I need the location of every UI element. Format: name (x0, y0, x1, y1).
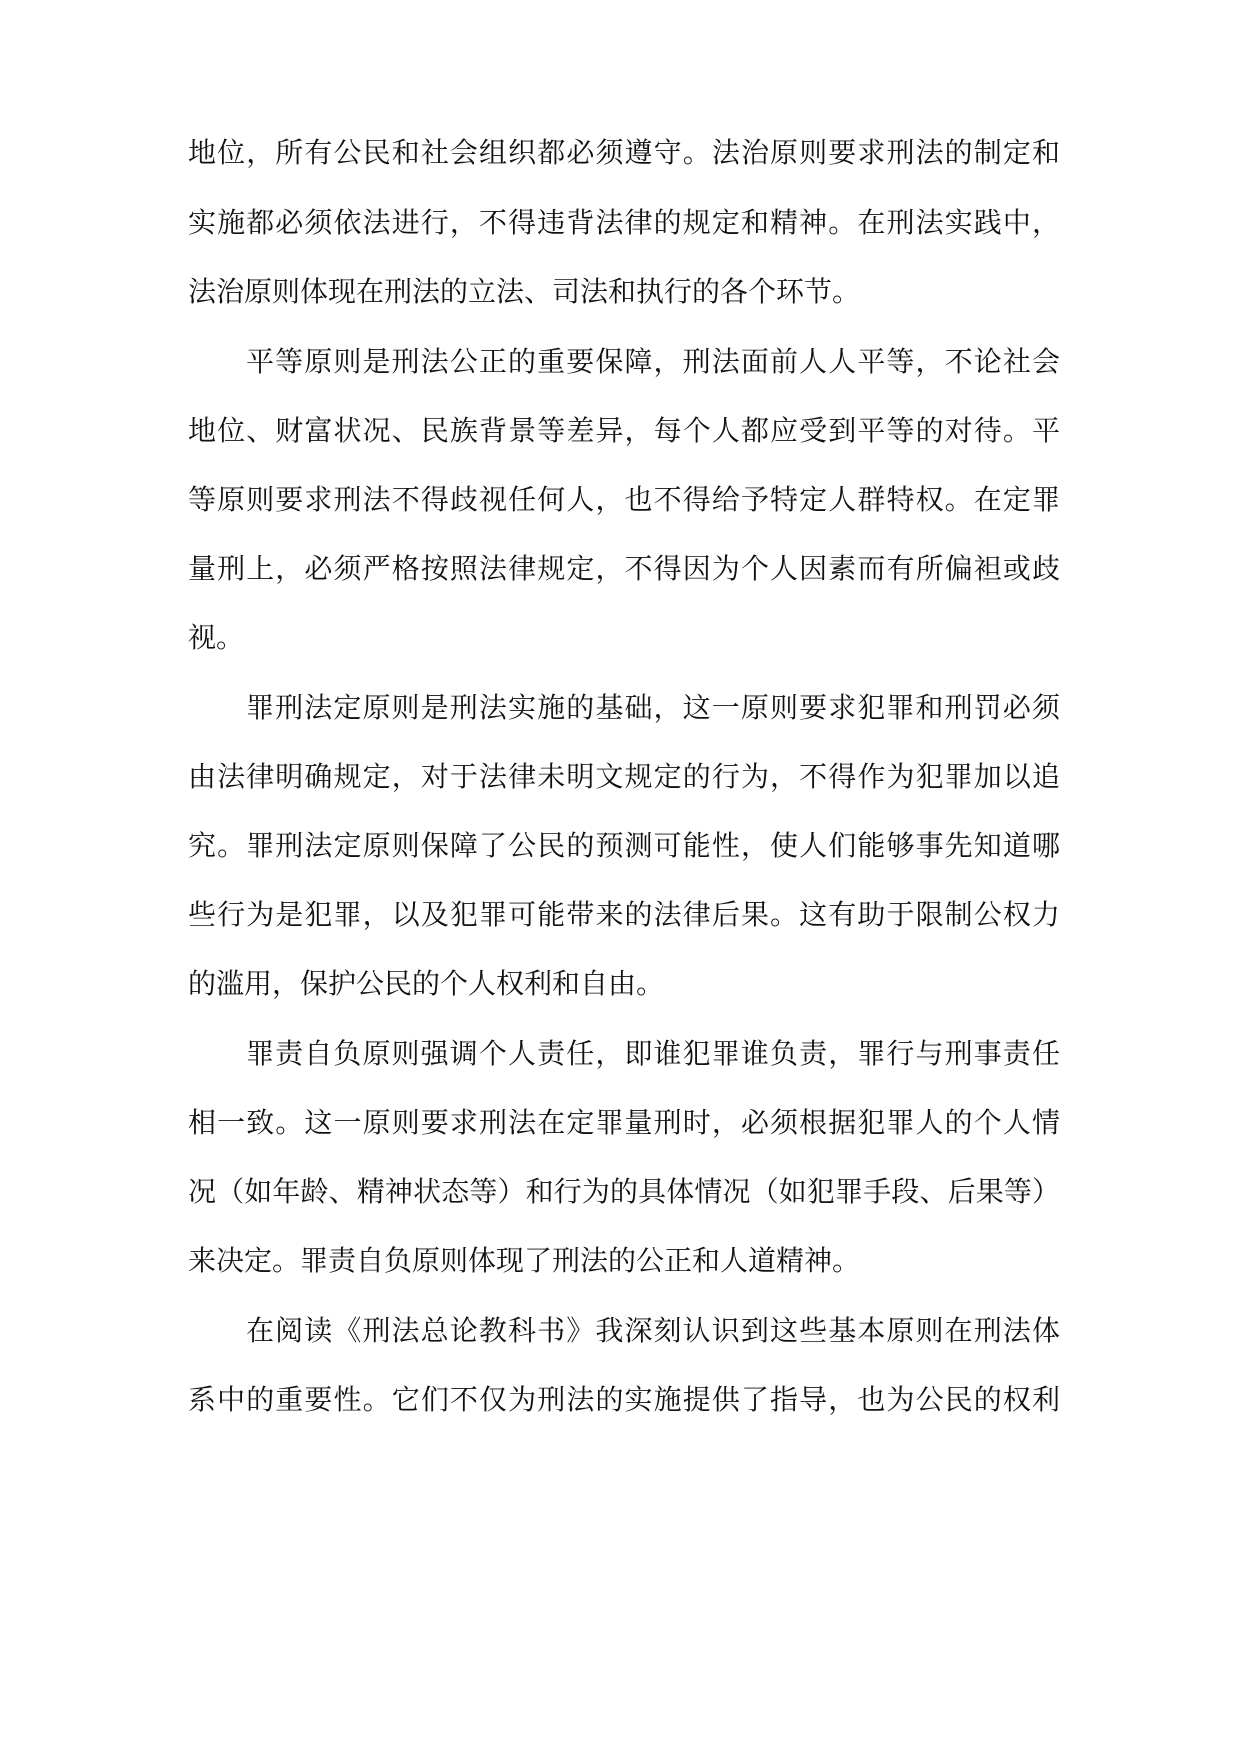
text-line: 系中的重要性。它们不仅为刑法的实施提供了指导，也为公民的权利 (188, 1383, 1060, 1416)
text-line: 究。罪刑法定原则保障了公民的预测可能性，使人们能够事先知道哪 (188, 829, 1060, 862)
text-line: 量刑上，必须严格按照法律规定，不得因为个人因素而有所偏袒或歧 (188, 552, 1060, 585)
text-line: 些行为是犯罪，以及犯罪可能带来的法律后果。这有助于限制公权力 (188, 898, 1060, 931)
text-line: 况（如年龄、精神状态等）和行为的具体情况（如犯罪手段、后果等） (188, 1175, 1060, 1208)
text-line: 平等原则是刑法公正的重要保障，刑法面前人人平等，不论社会 (246, 345, 1060, 378)
text-line: 来决定。罪责自负原则体现了刑法的公正和人道精神。 (188, 1244, 861, 1277)
text-line: 法治原则体现在刑法的立法、司法和执行的各个环节。 (188, 275, 861, 308)
text-line: 罪刑法定原则是刑法实施的基础，这一原则要求犯罪和刑罚必须 (246, 691, 1060, 724)
text-line: 实施都必须依法进行，不得违背法律的规定和精神。在刑法实践中， (188, 206, 1060, 239)
text-line: 的滥用，保护公民的个人权利和自由。 (188, 967, 665, 1000)
text-line: 地位，所有公民和社会组织都必须遵守。法治原则要求刑法的制定和 (188, 136, 1060, 169)
text-line: 视。 (188, 621, 245, 654)
text-line: 地位、财富状况、民族背景等差异，每个人都应受到平等的对待。平 (188, 414, 1060, 447)
text-line: 在阅读《刑法总论教科书》我深刻认识到这些基本原则在刑法体 (246, 1314, 1060, 1347)
text-line: 等原则要求刑法不得歧视任何人，也不得给予特定人群特权。在定罪 (188, 483, 1060, 516)
text-line: 相一致。这一原则要求刑法在定罪量刑时，必须根据犯罪人的个人情 (188, 1106, 1060, 1139)
text-line: 罪责自负原则强调个人责任，即谁犯罪谁负责，罪行与刑事责任 (246, 1037, 1060, 1070)
text-line: 由法律明确规定，对于法律未明文规定的行为，不得作为犯罪加以追 (188, 760, 1060, 793)
